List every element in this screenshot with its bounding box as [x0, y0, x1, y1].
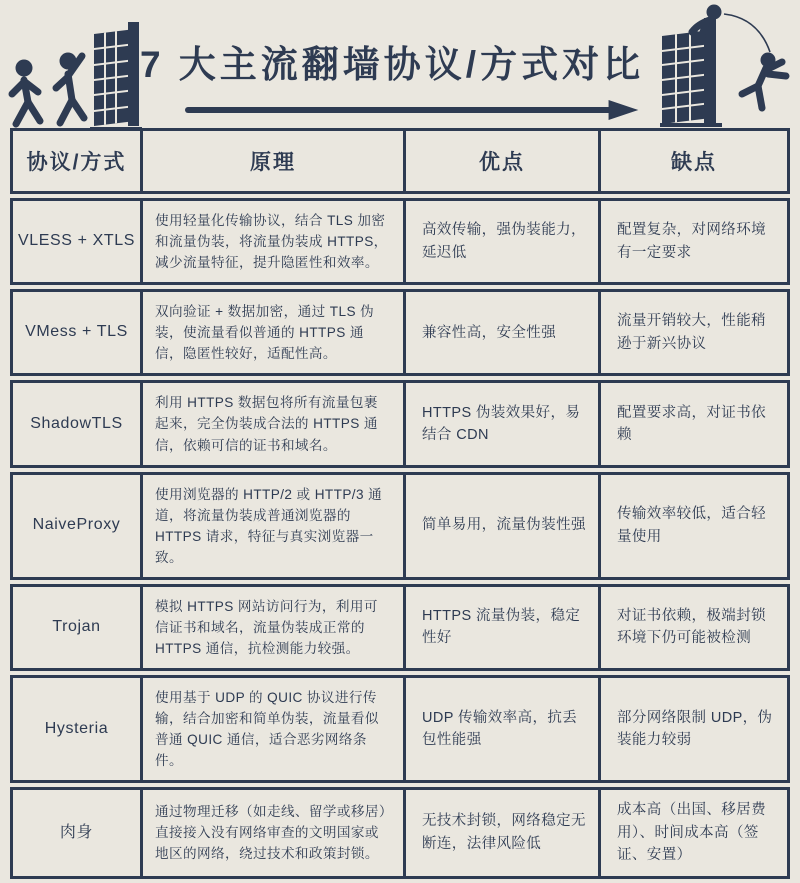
principle-cell: 双向验证 + 数据加密，通过 TLS 伪装，使流量看似普通的 HTTPS 通信，隐匿性较好，适配性高。 [140, 289, 403, 376]
comparison-table [10, 124, 790, 883]
column-header-cons: 缺点 [598, 128, 790, 194]
protocol-cell: VLESS + XTLS [10, 198, 140, 285]
table-row [10, 289, 790, 376]
pros-cell: 高效传输，强伪装能力，延迟低 [403, 198, 598, 285]
pros-cell: HTTPS 伪装效果好，易结合 CDN [403, 380, 598, 467]
principle-cell: 使用轻量化传输协议，结合 TLS 加密和流量伪装，将流量伪装成 HTTPS，减少流量特征，提升隐匿性和效率。 [140, 198, 403, 285]
protocol-cell: 肉身 [10, 787, 140, 878]
cons-cell: 配置复杂，对网络环境有一定要求 [598, 198, 790, 285]
cons-cell: 传输效率较低，适合轻量使用 [598, 472, 790, 580]
cons-cell: 流量开销较大，性能稍逊于新兴协议 [598, 289, 790, 376]
header [0, 0, 800, 124]
principle-cell: 利用 HTTPS 数据包将所有流量包裹起来，完全伪装成合法的 HTTPS 通信，依赖可信的证书和域名。 [140, 380, 403, 467]
protocol-cell: ShadowTLS [10, 380, 140, 467]
cons-cell: 对证书依赖，极端封锁环境下仍可能被检测 [598, 584, 790, 671]
arrow-right-icon [184, 98, 640, 122]
protocol-cell: Trojan [10, 584, 140, 671]
protocol-cell: NaiveProxy [10, 472, 140, 580]
table-row [10, 472, 790, 580]
pros-cell: 兼容性高，安全性强 [403, 289, 598, 376]
table-row [10, 380, 790, 467]
pros-cell: HTTPS 流量伪装，稳定性好 [403, 584, 598, 671]
table-row [10, 198, 790, 285]
table-row [10, 675, 790, 783]
principle-cell: 使用浏览器的 HTTP/2 或 HTTP/3 通道，将流量伪装成普通浏览器的 HTTPS 请求，特征与真实浏览器一致。 [140, 472, 403, 580]
protocol-cell: Hysteria [10, 675, 140, 783]
cons-cell: 部分网络限制 UDP，伪装能力较弱 [598, 675, 790, 783]
column-header-protocol: 协议/方式 [10, 128, 140, 194]
principle-cell: 通过物理迁移（如走线、留学或移居）直接接入没有网络审查的文明国家或地区的网络，绕过技术和政策封锁。 [140, 787, 403, 878]
principle-cell: 使用基于 UDP 的 QUIC 协议进行传输，结合加密和简单伪装，流量看似普通 QUIC 通信，适合恶劣网络条件。 [140, 675, 403, 783]
table-header-row [10, 128, 790, 194]
pros-cell: 无技术封锁，网络稳定无断连，法律风险低 [403, 787, 598, 878]
principle-cell: 模拟 HTTPS 网站访问行为，利用可信证书和域名，流量伪装成正常的 HTTPS 通信，抗检测能力较强。 [140, 584, 403, 671]
table-row [10, 584, 790, 671]
table-row [10, 787, 790, 878]
column-header-pros: 优点 [403, 128, 598, 194]
column-header-principle: 原理 [140, 128, 403, 194]
cons-cell: 配置要求高，对证书依赖 [598, 380, 790, 467]
pros-cell: UDP 传输效率高，抗丢包性能强 [403, 675, 598, 783]
title-block [139, 4, 645, 122]
person-over-wall-icon [640, 4, 798, 128]
table-wrap [0, 124, 800, 883]
page-title: 7 大主流翻墙协议/方式对比 [139, 44, 645, 85]
cons-cell: 成本高（出国、移居费用）、时间成本高（签证、安置） [598, 787, 790, 878]
people-before-wall-icon [2, 14, 144, 132]
pros-cell: 简单易用，流量伪装性强 [403, 472, 598, 580]
protocol-cell: VMess + TLS [10, 289, 140, 376]
